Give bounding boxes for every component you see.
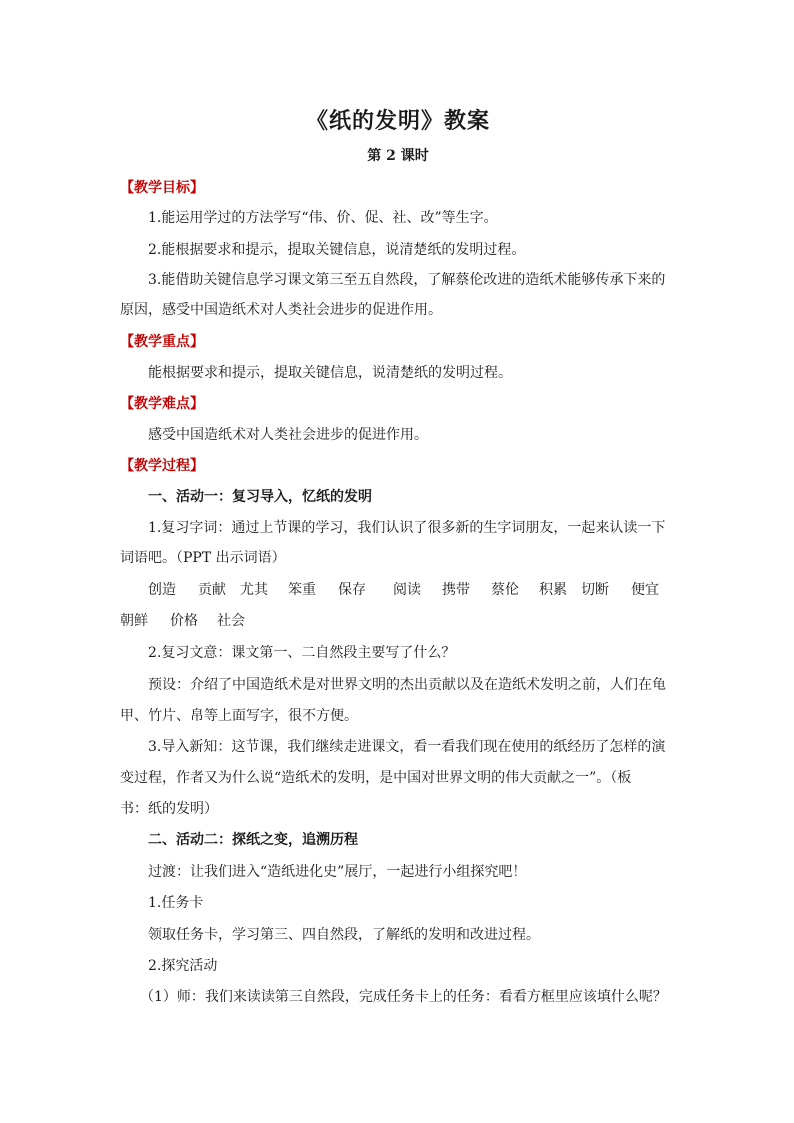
goal-item-1: 1.能运用学过的方法学写“伟、价、促、社、改”等生字。 [148, 210, 498, 226]
activity-2-step-1: 1.任务卡 [148, 895, 204, 911]
activity-2-step-2-item-1: （1）师：我们来读读第三自然段，完成任务卡上的任务：看看方框里应该填什么呢？ [140, 989, 667, 1005]
goal-item-3-line-1: 3.能借助关键信息学习课文第三至五自然段，了解蔡伦改进的造纸术能够传承下来的 [148, 272, 666, 288]
activity-1-step-1-line-2: 词语吧。（PPT 出示词语） [120, 550, 286, 566]
activity-1-step-3-line-1: 3.导入新知：这节课，我们继续走进课文，看一看我们现在使用的纸经历了怎样的演 [148, 739, 666, 755]
activity-1-preset-line-1: 预设：介绍了中国造纸术是对世界文明的杰出贡献以及在造纸术发明之前，人们在龟 [148, 677, 666, 693]
document-title: 《纸的发明》教案 [305, 108, 490, 134]
activity-1-step-2: 2.复习文意：课文第一、二自然段主要写了什么？ [148, 645, 456, 661]
difficulties-text: 感受中国造纸术对人类社会进步的促进作用。 [148, 427, 428, 443]
vocab-word: 积累 [539, 582, 567, 598]
vocab-word: 阅读 [393, 582, 421, 598]
vocab-word: 价格 [170, 613, 198, 629]
activity-2-title: 二、活动二：探纸之变，追溯历程 [148, 832, 358, 848]
activity-2-step-2: 2.探究活动 [148, 958, 218, 974]
vocab-word: 社会 [217, 613, 245, 629]
activity-2-transition: 过渡：让我们进入“造纸进化史”展厅，一起进行小组探究吧！ [148, 864, 527, 880]
vocab-word: 蔡伦 [491, 582, 519, 598]
activity-1-step-3-line-2: 变过程，作者又为什么说“造纸术的发明，是中国对世界文明的伟大贡献之一”。（板 [120, 770, 632, 786]
activity-1-preset-line-2: 甲、竹片、帛等上面写字，很不方便。 [120, 708, 358, 724]
goal-item-3-line-2: 原因，感受中国造纸术对人类社会进步的促进作用。 [120, 302, 442, 318]
activity-1-title: 一、活动一：复习导入，忆纸的发明 [148, 489, 372, 505]
vocab-word: 切断 [581, 582, 609, 598]
vocab-word: 朝鲜 [120, 613, 148, 629]
vocab-word: 创造 [148, 582, 176, 598]
vocab-word: 笨重 [288, 582, 316, 598]
activity-2-step-1-text: 领取任务卡，学习第三、四自然段，了解纸的发明和改进过程。 [148, 927, 540, 943]
goal-item-2: 2.能根据要求和提示，提取关键信息，说清楚纸的发明过程。 [148, 242, 526, 258]
key-points-text: 能根据要求和提示，提取关键信息，说清楚纸的发明过程。 [148, 365, 512, 381]
vocab-word: 携带 [442, 582, 470, 598]
vocab-word: 贡献 [198, 582, 226, 598]
section-heading-process: 【教学过程】 [120, 458, 204, 474]
lesson-period: 第 2 课时 [367, 148, 429, 164]
section-heading-goals: 【教学目标】 [120, 180, 204, 196]
activity-1-step-1-line-1: 1.复习字词：通过上节课的学习，我们认识了很多新的生字词朋友，一起来认读一下 [148, 520, 666, 536]
vocab-word: 尤其 [240, 582, 268, 598]
vocab-word: 便宜 [631, 582, 659, 598]
section-heading-key-points: 【教学重点】 [120, 334, 204, 350]
activity-1-step-3-line-3: 书：纸的发明） [120, 801, 218, 817]
section-heading-difficulties: 【教学难点】 [120, 396, 204, 412]
vocab-word: 保存 [338, 582, 366, 598]
